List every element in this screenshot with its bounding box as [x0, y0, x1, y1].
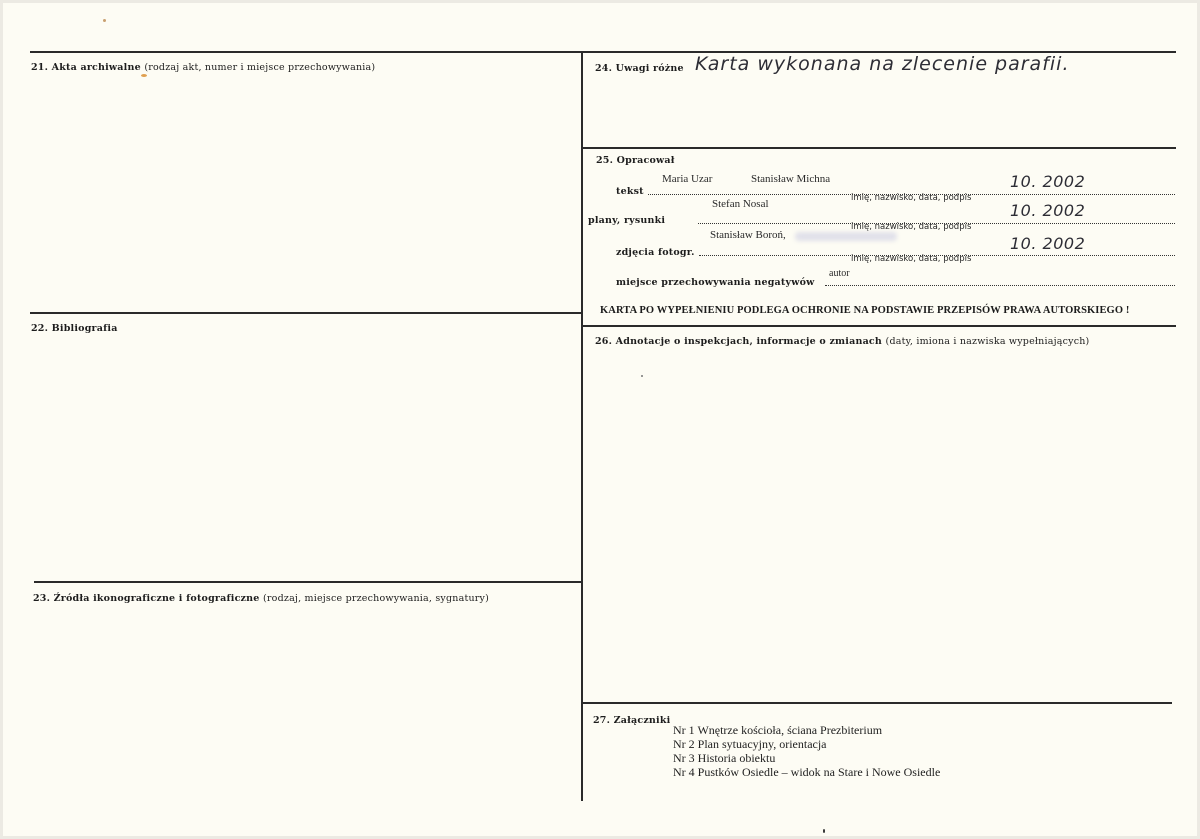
- text-row-date: 10. 2002: [1010, 172, 1086, 191]
- text-row-hint: imię, nazwisko, data, podpis: [851, 193, 972, 203]
- negatives-row-dotted-line: [825, 285, 1175, 286]
- paper-speck: [141, 74, 147, 77]
- divider-21-22: [30, 312, 582, 314]
- paper-speck: [103, 19, 106, 22]
- attachment-item: Nr 1 Wnętrze kościoła, ściana Prezbiterium: [673, 723, 883, 737]
- attachment-item: Nr 4 Pustków Osiedle – widok na Stare i Nowe Osiedle: [673, 765, 941, 779]
- divider-22-23: [34, 581, 582, 583]
- photos-row-label: zdjęcia fotogr.: [616, 247, 695, 258]
- plans-author-1: Stefan Nosal: [712, 198, 769, 210]
- plans-row-hint: imię, nazwisko, data, podpis: [851, 222, 972, 232]
- divider-24-25: [582, 147, 1176, 149]
- plans-row-date: 10. 2002: [1010, 201, 1086, 220]
- attachment-item: Nr 3 Historia obiektu: [673, 751, 776, 765]
- photos-row-date: 10. 2002: [1010, 234, 1086, 253]
- negatives-value: autor: [829, 268, 850, 279]
- section-26-label: 26. Adnotacje o inspekcjach, informacje o zmianach (daty, imiona i nazwiska wypełniających): [595, 336, 1090, 347]
- divider-26-27: [582, 702, 1172, 704]
- attachment-item: Nr 2 Plan sytuacyjny, orientacja: [673, 737, 827, 751]
- copyright-notice: KARTA PO WYPEŁNIENIU PODLEGA OCHRONIE NA PODSTAWIE PRZEPISÓW PRAWA AUTORSKIEGO !: [600, 305, 1130, 316]
- plans-row-label: plany, rysunki: [588, 215, 666, 226]
- photos-row-hint: imię, nazwisko, data, podpis: [851, 254, 972, 264]
- divider-25-26: [582, 325, 1176, 327]
- section-24-label: 24. Uwagi różne: [595, 63, 684, 74]
- photos-author-1: Stanisław Boroń,: [710, 229, 786, 241]
- remarks-handwriting: Karta wykonana na zlecenie parafii.: [695, 53, 1070, 75]
- redacted-name: [795, 232, 897, 241]
- text-author-1: Maria Uzar: [662, 173, 713, 185]
- text-author-2: Stanisław Michna: [751, 173, 831, 185]
- negatives-row-label: miejsce przechowywania negatywów: [616, 277, 815, 288]
- paper-speck: [823, 829, 825, 833]
- record-card: [3, 3, 1197, 836]
- section-25-label: 25. Opracował: [596, 155, 675, 166]
- attachments-list: [673, 723, 940, 779]
- section-22-label: 22. Bibliografia: [31, 323, 118, 334]
- text-row-label: tekst: [616, 186, 644, 197]
- paper-speck: [641, 375, 643, 377]
- section-27-label: 27. Załączniki: [593, 715, 671, 726]
- center-divider: [581, 51, 583, 801]
- section-23-label: 23. Źródła ikonograficzne i fotograficzne (rodzaj, miejsce przechowywania, sygnatury): [33, 593, 489, 604]
- section-21-label: 21. Akta archiwalne (rodzaj akt, numer i miejsce przechowywania): [31, 62, 376, 73]
